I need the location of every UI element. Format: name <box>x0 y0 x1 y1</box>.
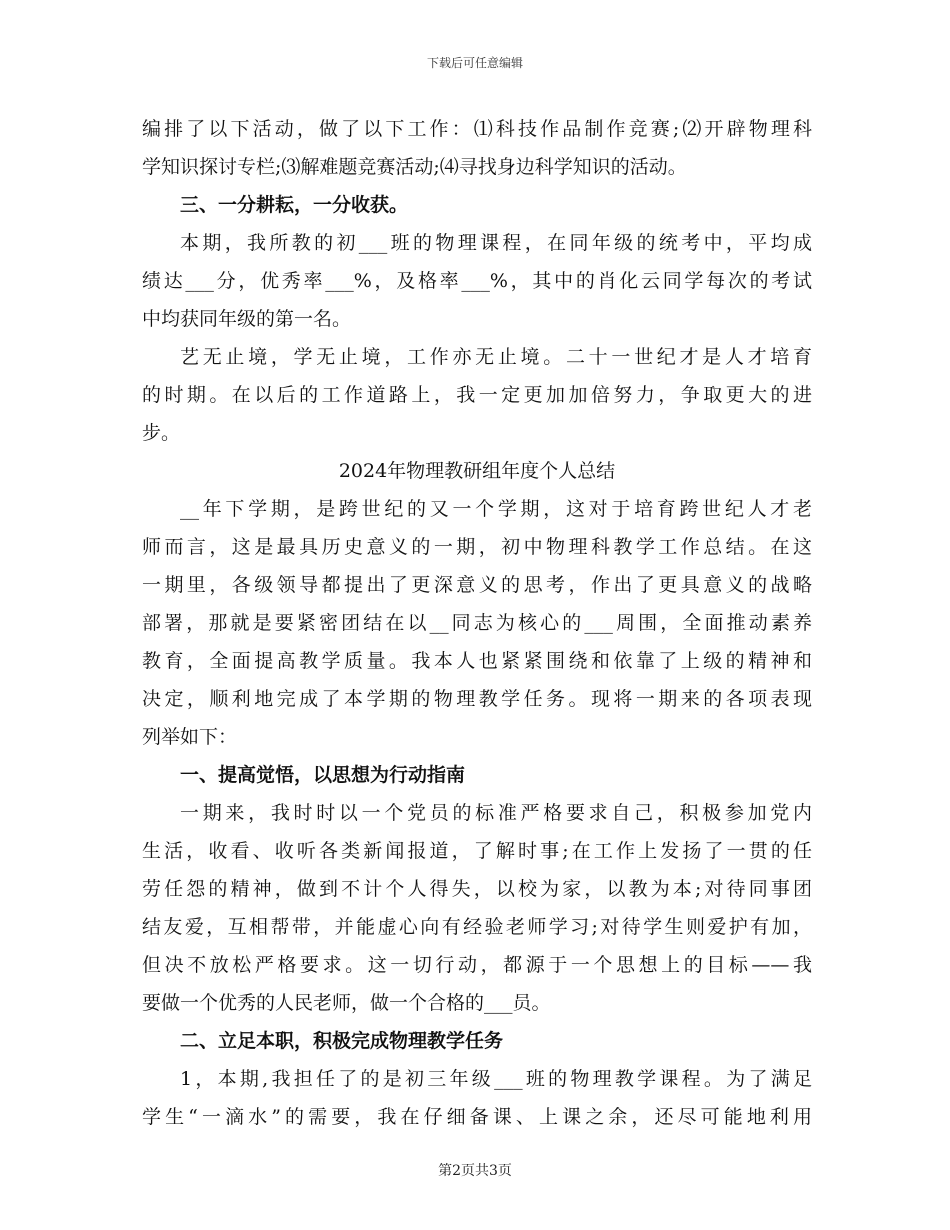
text-line: 1，本期,我担任了的是初三年级___班的物理教学课程。为了满足 <box>180 1068 812 1090</box>
text-line: 绩达___分，优秀率___%，及格率___%，其中的肖化云同学每次的考试 <box>142 270 812 292</box>
text-line: 劳任怨的精神，做到不计个人得失，以校为家，以教为本;对待同事团 <box>142 878 812 900</box>
text-line: 生活，收看、收听各类新闻报道，了解时事;在工作上发扬了一贯的任 <box>142 840 812 862</box>
page-footer: 第2页共3页 <box>438 1163 512 1179</box>
text-line: 教育，全面提高教学质量。我本人也紧紧围绕和依靠了上级的精神和 <box>142 650 812 672</box>
text-line: 要做一个优秀的人民老师，做一个合格的___员。 <box>142 992 551 1014</box>
text-line: 艺无止境，学无止境，工作亦无止境。二十一世纪才是人才培育 <box>180 346 812 368</box>
section-heading: 二、立足本职，积极完成物理教学任务 <box>180 1030 504 1052</box>
text-line: 师而言，这是最具历史意义的一期，初中物理科教学工作总结。在这 <box>142 536 812 558</box>
text-line: 决定，顺利地完成了本学期的物理教学任务。现将一期来的各项表现 <box>142 688 812 710</box>
text-line: 部署，那就是要紧密团结在以__同志为核心的___周围，全面推动素养 <box>142 612 812 634</box>
text-line: 中均获同年级的第一名。 <box>142 308 352 330</box>
text-line: 学知识探讨专栏;⑶解难题竞赛活动;⑷寻找身边科学知识的活动。 <box>142 156 687 178</box>
document-body <box>142 110 812 1136</box>
text-line: __年下学期，是跨世纪的又一个学期，这对于培育跨世纪人才老 <box>180 498 812 520</box>
text-line: 编排了以下活动，做了以下工作：⑴科技作品制作竞赛;⑵开辟物理科 <box>142 118 812 140</box>
text-line: 学生“一滴水”的需要，我在仔细备课、上课之余，还尽可能地利用 <box>142 1106 812 1128</box>
text-line: 一期来，我时时以一个党员的标准严格要求自己，积极参加党内 <box>180 802 812 824</box>
text-line: 列举如下： <box>142 726 238 748</box>
section-heading: 三、一分耕耘，一分收获。 <box>180 194 409 216</box>
page-header: 下载后可任意编辑 <box>426 56 523 70</box>
text-line: 一期里，各级领导都提出了更深意义的思考，作出了更具意义的战略 <box>142 574 812 596</box>
section-heading: 一、提高觉悟，以思想为行动指南 <box>180 764 466 786</box>
text-line: 结友爱，互相帮带，并能虚心向有经验老师学习;对待学生则爱护有加， <box>142 916 812 938</box>
text-line: 步。 <box>142 422 181 444</box>
text-line: 本期，我所教的初___班的物理课程，在同年级的统考中，平均成 <box>180 232 812 254</box>
text-line: 的时期。在以后的工作道路上，我一定更加加倍努力，争取更大的进 <box>142 384 812 406</box>
document-title: 2024年物理教研组年度个人总结 <box>338 460 616 482</box>
text-line: 但决不放松严格要求。这一切行动，都源于一个思想上的目标——我 <box>142 954 812 976</box>
